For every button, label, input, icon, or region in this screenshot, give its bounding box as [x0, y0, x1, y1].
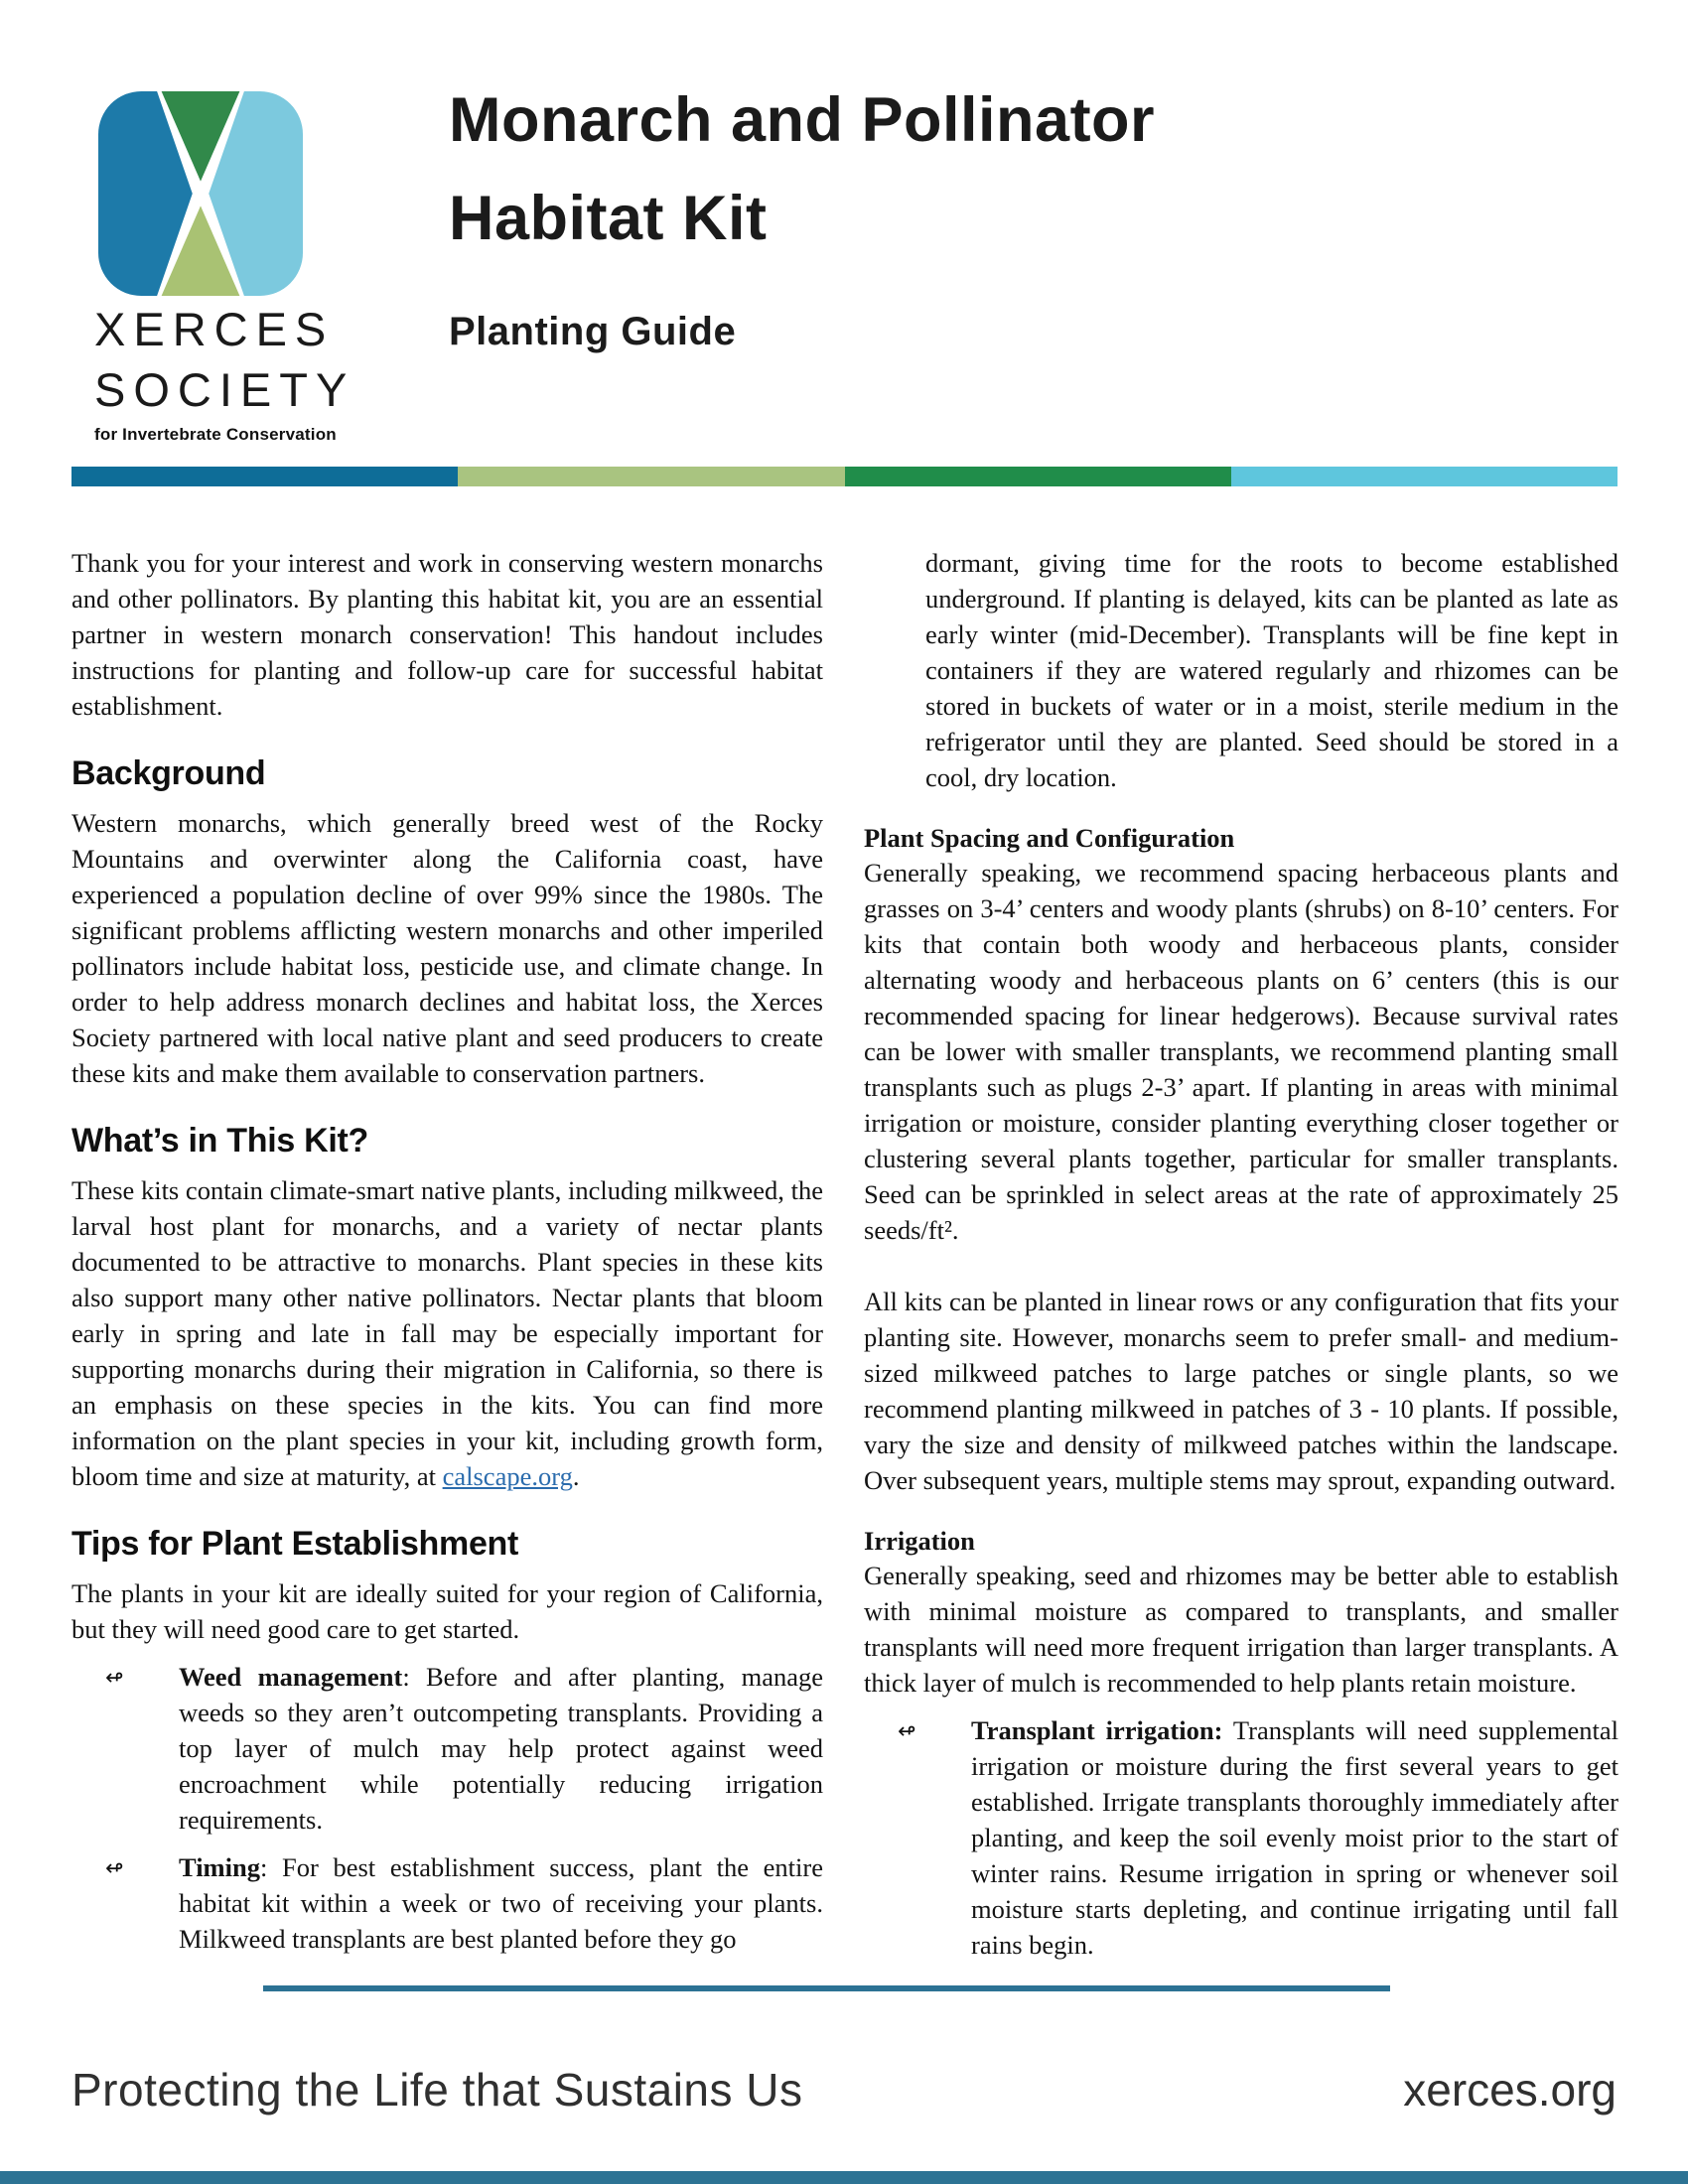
footer-divider: [263, 1985, 1390, 1991]
logo-org-name-line2: SOCIETY: [94, 363, 355, 416]
footer-bottom-band: [0, 2171, 1688, 2184]
tips-heading: Tips for Plant Establishment: [71, 1525, 519, 1563]
weed-management-text: : Before and after planting, manage weeds so they aren’t outcompeting transplants. Providing a top layer of mulch may help protect against weed encroachment while potentially reducing irrigation requirements.: [179, 1662, 823, 1835]
xerces-logo-block: [94, 91, 392, 445]
logo-org-name-line1: XERCES: [94, 303, 335, 355]
calscape-link[interactable]: calscape.org: [442, 1461, 573, 1491]
timing-label: Timing: [179, 1852, 260, 1882]
transplant-irrigation-label: Transplant irrigation:: [971, 1715, 1223, 1745]
plant-spacing-heading: Plant Spacing and Configuration: [864, 823, 1235, 853]
irrigation-paragraph: Generally speaking, seed and rhizomes may be better able to establish with minimal moisture as compared to transplants, and smaller transplants will need more frequent irrigation than larger transplants. A thick layer of mulch is recommended to help plants retain moisture.: [864, 1561, 1618, 1698]
xerces-butterfly-x-icon: [94, 91, 307, 296]
right-column: [864, 545, 1618, 1963]
color-bar-segment-lightblue: [1231, 467, 1618, 486]
color-bar-segment-green: [845, 467, 1231, 486]
transplant-irrigation-bullet: [864, 1712, 1618, 1963]
irrigation-heading: Irrigation: [864, 1526, 975, 1556]
intro-paragraph: Thank you for your interest and work in conserving western monarchs and other pollinators. By planting this habitat kit, you are an essential partner in western monarch conservation! This handout includes instructions for planting and follow-up care for successful habitat establishment.: [71, 548, 823, 721]
weed-management-bullet: [71, 1659, 823, 1838]
brand-color-bar: [71, 467, 1618, 486]
timing-bullet: [71, 1849, 823, 1957]
background-paragraph: Western monarchs, which generally breed west of the Rocky Mountains and overwinter along the California coast, have experienced a population decline of over 99% since the 1980s. The significant problems afflicting western monarchs and other imperiled pollinators include habitat loss, pesticide use, and climate change. In order to help address monarch declines and habitat loss, the Xerces Society partnered with local native plant and seed producers to create these kits and make them available to conservation partners.: [71, 808, 823, 1088]
whats-in-kit-heading: What’s in This Kit?: [71, 1122, 369, 1160]
weed-management-label: Weed management: [179, 1662, 403, 1692]
left-column: [71, 545, 823, 1957]
title-block: [449, 71, 1155, 354]
bullet-icon: ↬: [898, 1719, 916, 1744]
plant-spacing-paragraph: Generally speaking, we recommend spacing herbaceous plants and grasses on 3-4’ centers and woody plants (shrubs) on 8-10’ centers. For kits that contain both woody and herbaceous plants, consider alternating woody and herbaceous plants on 6’ centers (this is our recommended spacing for linear hedgerows). Because survival rates can be lower with smaller transplants, we recommend planting small transplants such as plugs 2-3’ apart. If planting in areas with minimal irrigation or moisture, consider planting everything closer together or clustering several plants together, particular for smaller transplants. Seed can be sprinkled in select areas at the rate of approximately 25 seeds/ft².: [864, 858, 1618, 1245]
kit-paragraph-text: These kits contain climate-smart native plants, including milkweed, the larval host plant for monarchs, and a variety of nectar plants documented to be attractive to monarchs. Plant species in these kits also support many other native pollinators. Nectar plants that bloom early in spring and late in fall may be especially important for supporting monarchs during their migration in California, so there is an emphasis on these species in the kits. You can find more information on the plant species in your kit, including growth form, bloom time and size at maturity, at: [71, 1175, 823, 1491]
color-bar-segment-lightgreen: [458, 467, 844, 486]
configuration-paragraph: All kits can be planted in linear rows or any configuration that fits your planting site. However, monarchs seem to prefer small- and medium-sized milkweed patches to large patches or single plants, so we recommend planting milkweed in patches of 3 - 10 plants. If possible, vary the size and density of milkweed patches within the landscape. Over subsequent years, multiple stems may sprout, expanding outward.: [864, 1287, 1618, 1495]
document-title: [449, 71, 1155, 268]
timing-text: : For best establishment success, plant the entire habitat kit within a week or two of receiving your plants. Milkweed transplants are best planted before they go: [179, 1852, 823, 1954]
color-bar-segment-blue: [71, 467, 458, 486]
logo-tagline: for Invertebrate Conservation: [94, 425, 337, 444]
document-subtitle: Planting Guide: [449, 310, 737, 353]
background-heading: Background: [71, 754, 266, 792]
bullet-icon: ↬: [105, 1666, 124, 1691]
footer-tagline: Protecting the Life that Sustains Us: [71, 2064, 803, 2116]
footer-website-link[interactable]: xerces.org: [1403, 2064, 1617, 2116]
transplant-irrigation-text: Transplants will need supplemental irrigation or moisture during the first several years to get established. Irrigate transplants thoroughly immediately after planting, and keep the soil evenly moist prior to the start of winter rains. Resume irrigation in spring or whenever soil moisture starts depleting, and continue irrigating until fall rains begin.: [971, 1715, 1618, 1960]
timing-continuation-paragraph: dormant, giving time for the roots to become established underground. If planting is delayed, kits can be planted as late as early winter (mid-December). Transplants will be fine kept in containers if they are watered regularly and rhizomes can be stored in buckets of water or in a moist, sterile medium in the refrigerator until they are planted. Seed should be stored in a cool, dry location.: [925, 548, 1618, 792]
kit-paragraph-period: .: [572, 1461, 580, 1491]
document-title-line2: Habitat Kit: [449, 184, 768, 253]
document-title-line1: Monarch and Pollinator: [449, 85, 1156, 155]
bullet-icon: ↬: [105, 1856, 124, 1881]
whats-in-kit-paragraph: [71, 1172, 823, 1494]
tips-intro-paragraph: The plants in your kit are ideally suited for your region of California, but they will need good care to get started.: [71, 1578, 823, 1644]
